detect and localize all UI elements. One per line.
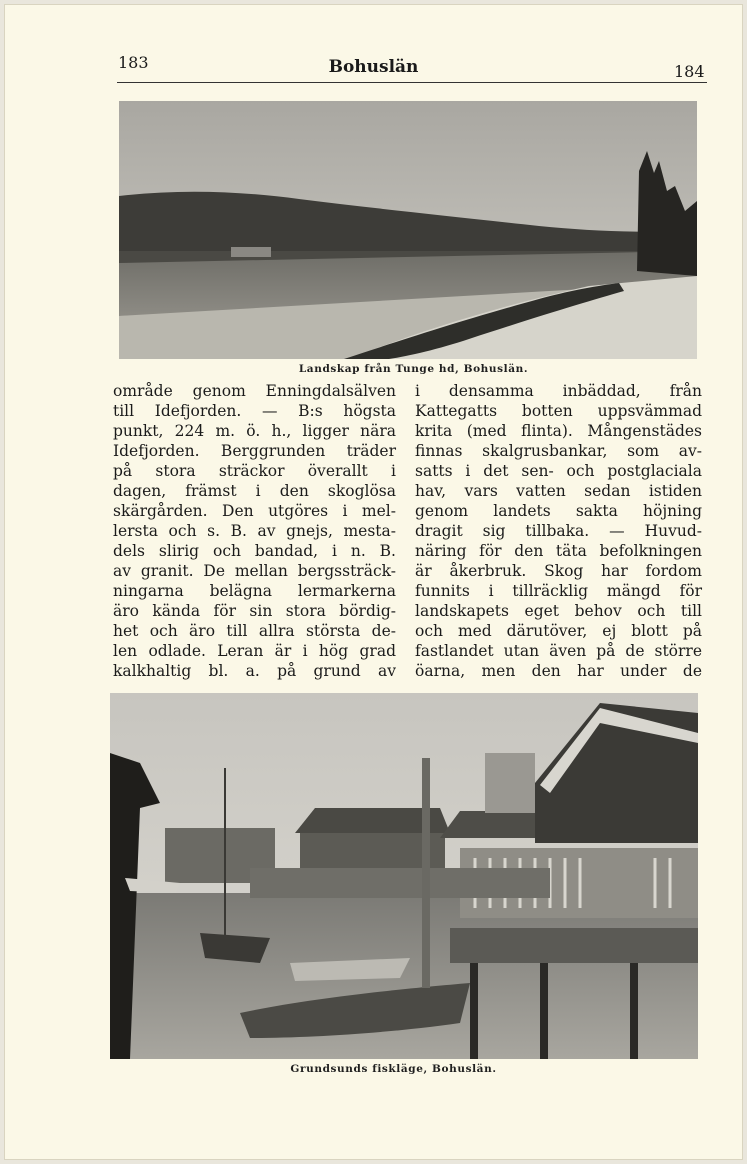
text-line: hav, vars vatten sedan istiden: [415, 482, 702, 500]
text-line: fastlandet utan även på de större: [415, 642, 702, 660]
text-line: finnas skalgrusbankar, som av-: [415, 442, 702, 460]
book-page: [4, 4, 743, 1160]
text-line: kalkhaltig bl. a. på grund av: [113, 662, 396, 680]
text-line: genom landets sakta höjning: [415, 502, 702, 520]
text-line: område genom Enningdalsälven: [113, 382, 396, 400]
text-line: lersta och s. B. av gnejs, mesta-: [113, 522, 396, 540]
header-rule: [117, 82, 707, 83]
text-line: skärgården. Den utgöres i mel-: [113, 502, 396, 520]
text-line: len odlade. Leran är i hög grad: [113, 642, 396, 660]
text-line: dels slirig och bandad, i n. B.: [113, 542, 396, 560]
text-line: het och äro till allra största de-: [113, 622, 396, 640]
bottom-photo-caption: Grundsunds fiskläge, Bohuslän.: [290, 1063, 497, 1075]
text-line: landskapets eget behov och till: [415, 602, 702, 620]
page-number-right: 184: [674, 62, 705, 81]
text-line: till Idefjorden. — B:s högsta: [113, 402, 396, 420]
running-header: [5, 53, 742, 83]
text-line: satts i det sen- och postglaciala: [415, 462, 702, 480]
text-line: näring för den täta befolkningen: [415, 542, 702, 560]
text-line: i densamma inbäddad, från: [415, 382, 702, 400]
text-line: Kattegatts botten uppsvämmad: [415, 402, 702, 420]
text-line: punkt, 224 m. ö. h., ligger nära: [113, 422, 396, 440]
text-line: krita (med flinta). Mångenstädes: [415, 422, 702, 440]
page-number-left: 183: [118, 53, 149, 72]
text-line: äro kända för sin stora bördig-: [113, 602, 396, 620]
text-line: på stora sträckor överallt i: [113, 462, 396, 480]
text-line: funnits i tillräcklig mängd för: [415, 582, 702, 600]
text-line: av granit. De mellan bergssträck-: [113, 562, 396, 580]
text-line: öarna, men den har under de: [415, 662, 702, 680]
text-line: Idefjorden. Berggrunden träder: [113, 442, 396, 460]
text-column-right: [415, 381, 702, 681]
text-line: ningarna belägna lermarkerna: [113, 582, 396, 600]
text-line: dragit sig tillbaka. — Huvud-: [415, 522, 702, 540]
top-photo-caption: Landskap från Tunge hd, Bohuslän.: [298, 363, 529, 375]
text-line: dagen, främst i den skoglösa: [113, 482, 396, 500]
text-line: är åkerbruk. Skog har fordom: [415, 562, 702, 580]
running-title: Bohuslän: [328, 57, 419, 77]
fishing-village-photo: [110, 693, 698, 1059]
text-line: och med därutöver, ej blott på: [415, 622, 702, 640]
text-column-left: [113, 381, 396, 681]
landscape-photo: [119, 101, 697, 359]
